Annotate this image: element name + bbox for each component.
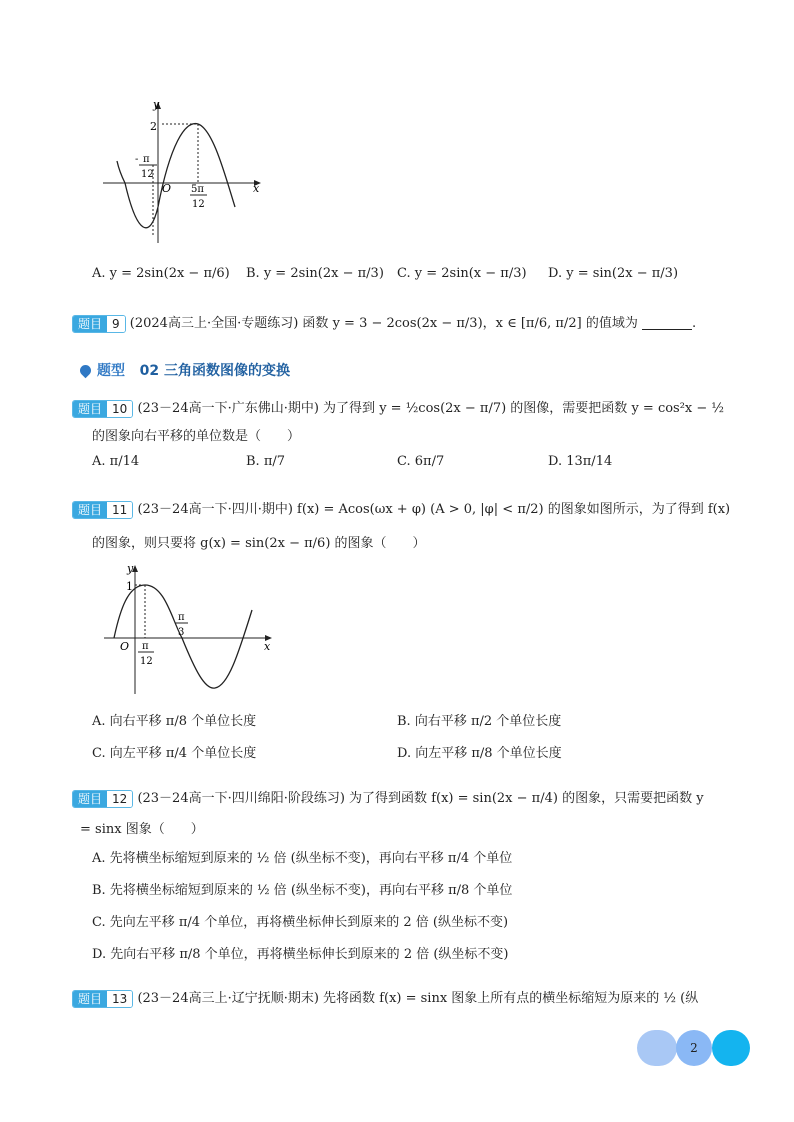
q9-text-c: 的值域为 xyxy=(585,316,638,331)
section-label: 题型 xyxy=(97,363,125,379)
q12-option-b[interactable]: B. 先将横坐标缩短到原来的 ½ 倍 (纵坐标不变)，再向右平移 π/8 个单位 xyxy=(92,883,513,898)
graph2-origin: O xyxy=(120,640,130,653)
q9-answer-blank[interactable] xyxy=(642,317,692,330)
section-header xyxy=(80,360,290,380)
question-9 xyxy=(72,312,696,333)
graph2-pi12-n: π xyxy=(142,641,149,652)
q9-text-b: y = 3 − 2cos(2x − π/3)，x ∈ [π/6, π/2] xyxy=(332,316,582,331)
graph1-neg-minus: - xyxy=(135,154,139,165)
question-11 xyxy=(72,498,730,519)
graph1-y-label: y xyxy=(153,98,160,111)
q10-line2: 的图象向右平移的单位数是（ ） xyxy=(92,429,301,444)
q12-line2: = sinx 图象（ ） xyxy=(80,822,204,837)
graph2-pi12-d: 12 xyxy=(140,656,153,667)
location-pin-icon xyxy=(78,363,94,379)
graph2-x-label: x xyxy=(264,640,271,653)
question-11-tag: 题目 11 xyxy=(72,501,133,519)
q11-line2: 的图象，则只要将 g(x) = sin(2x − π/6) 的图象（ ） xyxy=(92,536,426,551)
q12-option-c[interactable]: C. 先向左平移 π/4 个单位，再将横坐标伸长到原来的 2 倍 (纵坐标不变) xyxy=(92,915,509,930)
q12-option-d[interactable]: D. 先向右平移 π/8 个单位，再将横坐标伸长到原来的 2 倍 (纵坐标不变) xyxy=(92,947,509,962)
graph1-x-label: x xyxy=(253,182,260,195)
graph2-pi3-d: 3 xyxy=(178,627,185,638)
q13-line1: (23－24高三上·辽宁抚顺·期末) 先将函数 f(x) = sinx 图象上所有点的横坐标缩短为原来的 ½ (纵 xyxy=(137,991,699,1006)
graph1-max: 2 xyxy=(150,120,157,133)
page-number: 2 xyxy=(676,1030,712,1066)
graph2-y-label: y xyxy=(127,562,134,575)
question-13-tag: 题目 13 xyxy=(72,990,133,1008)
q11-option-a[interactable]: A. 向右平移 π/8 个单位长度 xyxy=(92,714,257,729)
graph1-neg-den: 12 xyxy=(141,169,154,180)
page-badge-right xyxy=(712,1030,750,1066)
q11-option-c[interactable]: C. 向左平移 π/4 个单位长度 xyxy=(92,746,257,761)
graph1-origin: O xyxy=(162,182,172,195)
q11-line1: (23－24高一下·四川·期中) f(x) = Acos(ωx + φ) (A > 0, |φ| < π/2) 的图象如图所示，为了得到 f(x) xyxy=(137,502,731,517)
q9-end: . xyxy=(691,316,697,331)
q8-option-c[interactable]: C. y = 2sin(x − π/3) xyxy=(397,266,527,281)
q10-option-a[interactable]: A. π/14 xyxy=(92,454,140,469)
graph1-five-den: 12 xyxy=(192,199,205,210)
question-12-tag: 题目 12 xyxy=(72,790,133,808)
graph1-five-pi: 5π xyxy=(191,184,204,195)
q10-line1: (23－24高一下·广东佛山·期中) 为了得到 y = ½cos(2x − π/7) 的图像，需要把函数 y = cos²x − ½ xyxy=(137,401,725,416)
q10-option-c[interactable]: C. 6π/7 xyxy=(397,454,445,469)
q8-option-d[interactable]: D. y = sin(2x − π/3) xyxy=(548,266,679,281)
graph2-pi3-n: π xyxy=(178,612,185,623)
graph1-neg-pi: π xyxy=(143,154,150,165)
question-10-tag: 题目 10 xyxy=(72,400,133,418)
q9-text-a: (2024高三上·全国·专题练习) 函数 xyxy=(129,316,329,331)
q12-option-a[interactable]: A. 先将横坐标缩短到原来的 ½ 倍 (纵坐标不变)，再向右平移 π/4 个单位 xyxy=(92,851,513,866)
page-badge-left xyxy=(637,1030,677,1066)
question-9-tag: 题目 9 xyxy=(72,315,126,333)
q11-option-d[interactable]: D. 向左平移 π/8 个单位长度 xyxy=(397,746,562,761)
graph-1 xyxy=(95,95,270,245)
q8-option-b[interactable]: B. y = 2sin(2x − π/3) xyxy=(246,266,384,281)
q12-line1: (23－24高一下·四川绵阳·阶段练习) 为了得到函数 f(x) = sin(2x − π/4) 的图象，只需要把函数 y xyxy=(137,791,704,806)
question-10 xyxy=(72,397,724,418)
graph-2 xyxy=(100,560,280,700)
section-title: 02 三角函数图像的变换 xyxy=(139,363,290,379)
question-12 xyxy=(72,787,704,808)
q10-option-b[interactable]: B. π/7 xyxy=(246,454,286,469)
graph2-one: 1 xyxy=(126,580,133,593)
q8-option-a[interactable]: A. y = 2sin(2x − π/6) xyxy=(92,266,230,281)
q11-option-b[interactable]: B. 向右平移 π/2 个单位长度 xyxy=(397,714,562,729)
q10-option-d[interactable]: D. 13π/14 xyxy=(548,454,613,469)
question-13 xyxy=(72,987,698,1008)
